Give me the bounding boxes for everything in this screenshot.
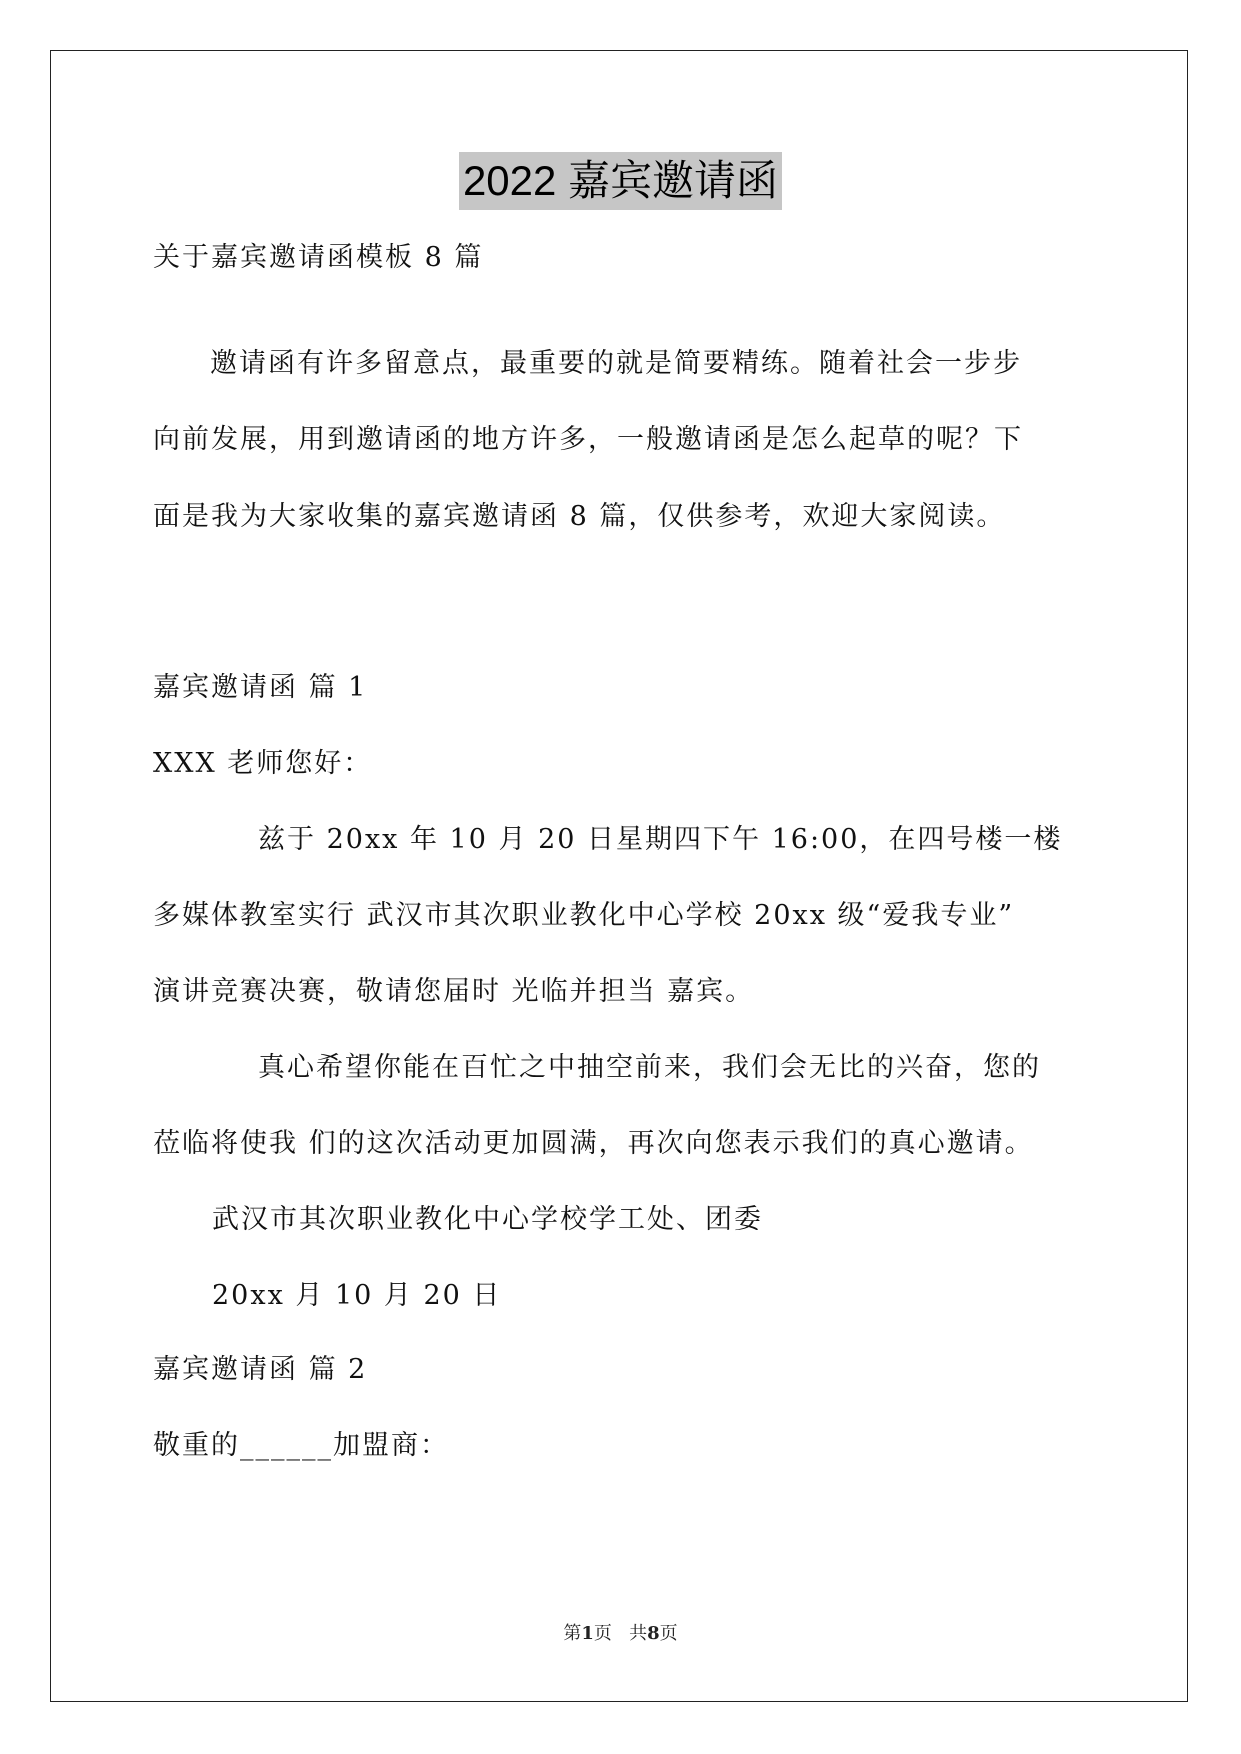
title-container xyxy=(0,152,1241,210)
footer-page-suffix: 页 xyxy=(593,1623,612,1644)
section-1-para1-line-2: 多媒体教室实行 武汉市其次职业教化中心学校 20xx 级“爱我专业” xyxy=(153,900,1015,931)
section-1-heading: 嘉宾邀请函 篇 1 xyxy=(153,672,368,703)
section-1-para2-line-2: 莅临将使我 们的这次活动更加圆满，再次向您表示我们的真心邀请。 xyxy=(153,1128,1034,1159)
footer-page-prefix: 第 xyxy=(563,1623,582,1644)
section-1-salutation: XXX 老师您好： xyxy=(153,748,373,779)
footer-total-prefix: 共 xyxy=(629,1623,648,1644)
page-footer xyxy=(0,1622,1241,1646)
section-1-para2-line-1: 真心希望你能在百忙之中抽空前来，我们会无比的兴奋，您的 xyxy=(258,1052,1041,1083)
section-2-heading: 嘉宾邀请函 篇 2 xyxy=(153,1354,368,1385)
footer-total-suffix: 页 xyxy=(659,1623,678,1644)
intro-line-2: 向前发展，用到邀请函的地方许多，一般邀请函是怎么起草的呢？下 xyxy=(153,424,1023,455)
section-2-salutation: 敬重的______加盟商： xyxy=(153,1430,449,1461)
section-1-para1-line-1: 兹于 20xx 年 10 月 20 日星期四下午 16:00，在四号楼一楼 xyxy=(258,824,1063,855)
section-1-date: 20xx 月 10 月 20 日 xyxy=(212,1280,502,1311)
intro-line-3: 面是我为大家收集的嘉宾邀请函 8 篇，仅供参考，欢迎大家阅读。 xyxy=(153,501,1006,532)
intro-line-1: 邀请函有许多留意点，最重要的就是简要精练。随着社会一步步 xyxy=(210,348,1022,379)
document-title: 2022 嘉宾邀请函 xyxy=(459,152,782,210)
section-1-para1-line-3: 演讲竞赛决赛，敬请您届时 光临并担当 嘉宾。 xyxy=(153,976,755,1007)
document-subtitle: 关于嘉宾邀请函模板 8 篇 xyxy=(153,242,484,273)
footer-page-number: 1 xyxy=(581,1623,594,1644)
section-1-signature: 武汉市其次职业教化中心学校学工处、团委 xyxy=(212,1204,763,1235)
footer-total-pages: 8 xyxy=(647,1623,660,1644)
